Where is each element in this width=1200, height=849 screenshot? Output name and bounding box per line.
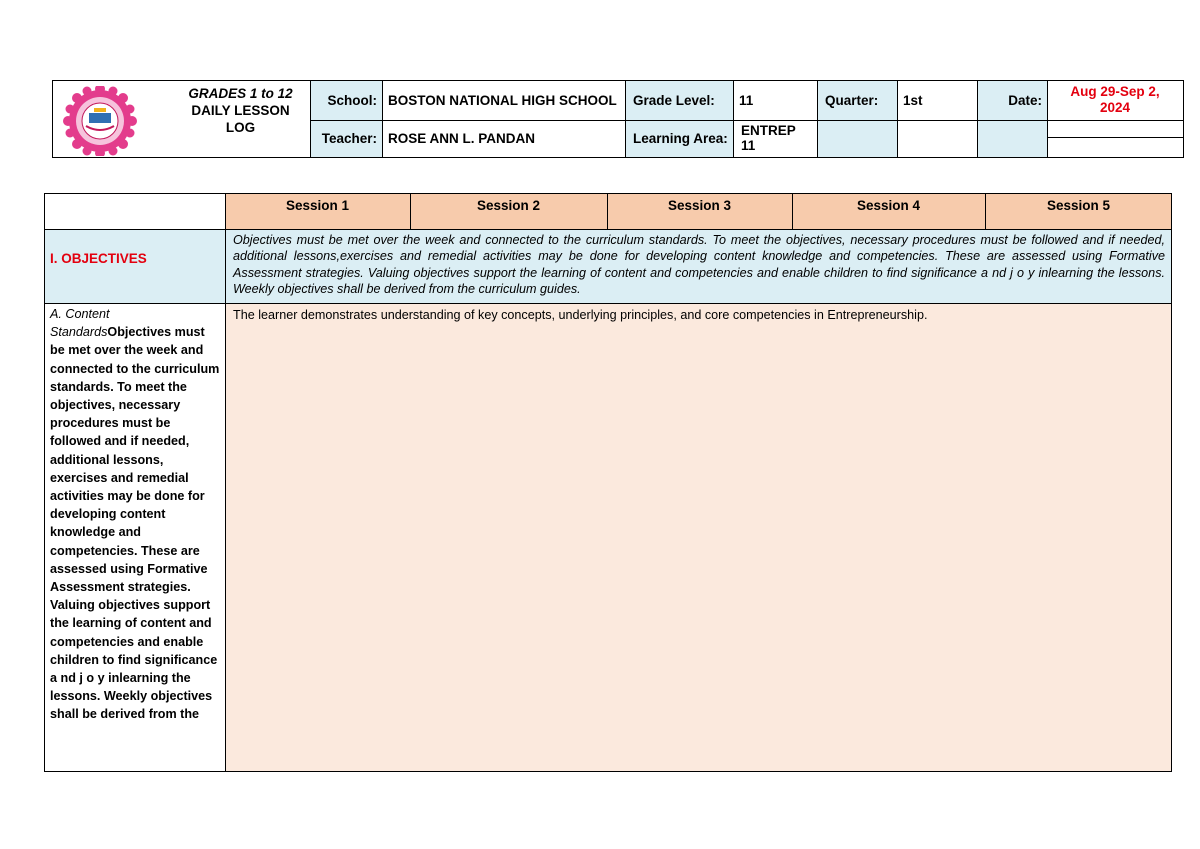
session-4-header: Session 4 — [792, 193, 985, 229]
teacher-value: ROSE ANN L. PANDAN — [388, 131, 536, 146]
learning-area-line1: ENTREP — [741, 123, 796, 138]
content-standards-title: A. Content Standards — [50, 307, 110, 340]
content-standards-description: Objectives must be met over the week and connected to the curriculum standards. To meet the objectives, necessary procedures must be followed and if needed, additional lessons, exercises and remedial activities may be done for developing content knowledge and competencies. These are assessed using Formative Assessment strategies. Valuing objectives support the learning of content and competencies and enable children to find significance a nd j o y inlearning the lessons. Weekly objectives shall be derived from the — [50, 325, 220, 722]
dll-title-line3: LOG — [225, 120, 256, 135]
grid-line — [44, 193, 1172, 194]
objectives-heading: I. OBJECTIVES — [44, 229, 225, 303]
grid-line — [607, 193, 608, 229]
school-value: BOSTON NATIONAL HIGH SCHOOL — [388, 93, 617, 108]
blank-cell — [897, 120, 977, 157]
grid-line — [44, 303, 1172, 304]
learning-area-line2: 11 — [741, 138, 756, 153]
grid-line — [977, 80, 978, 158]
grid-line — [897, 80, 898, 158]
session-1-header: Session 1 — [225, 193, 410, 229]
learning-area-value — [733, 120, 817, 157]
date-value — [1047, 81, 1183, 120]
grid-line — [310, 80, 311, 158]
session-3-header: Session 3 — [607, 193, 792, 229]
grid-line — [792, 193, 793, 229]
grid-line — [410, 193, 411, 229]
grid-line — [1047, 80, 1048, 158]
grid-line — [625, 80, 626, 158]
content-standards-body: The learner demonstrates understanding of key concepts, underlying principles, and core competencies in Entrepreneurship. — [225, 303, 1172, 771]
content-standards-label — [44, 303, 225, 771]
grid-line — [310, 120, 1183, 121]
grid-line — [1047, 137, 1183, 138]
school-seal-logo — [56, 86, 144, 156]
grade-level-label: Grade Level: — [625, 81, 733, 120]
date-value-line1: Aug 29-Sep 2, — [1070, 84, 1160, 99]
grid-line — [44, 229, 1172, 230]
blank-blue-cell-2 — [977, 120, 1047, 157]
grid-line — [817, 80, 818, 158]
date-value-line2: 2024 — [1099, 100, 1131, 115]
grid-line — [1171, 193, 1172, 771]
teacher-label: Teacher: — [310, 120, 382, 157]
session-2-header: Session 2 — [410, 193, 607, 229]
dll-title-line2: DAILY LESSON — [191, 103, 290, 118]
grade-level-value: 11 — [739, 93, 754, 108]
grid-line — [44, 771, 1172, 772]
date-label: Date: — [977, 81, 1047, 120]
quarter-label: Quarter: — [817, 81, 897, 120]
objectives-text: Objectives must be met over the week and connected to the curriculum standards. To meet the objectives, necessary procedures must be followed and if needed, additional lessons,exercises and remedial activities may be done for developing content knowledge and competencies. These are assessed using Formative Assessment strategies. Valuing objectives support the learning of content and competencies and enable children to find significance a nd j o y inlearning the lessons. Weekly objectives shall be derived from the curriculum guides. — [225, 229, 1172, 303]
learning-area-label: Learning Area: — [625, 120, 733, 157]
corner-cell — [44, 193, 225, 229]
grid-line — [733, 80, 734, 158]
dll-title-line1: GRADES 1 to 12 — [188, 86, 293, 101]
grid-line — [225, 193, 226, 771]
school-label: School: — [310, 81, 382, 120]
session-5-header: Session 5 — [985, 193, 1172, 229]
quarter-value: 1st — [903, 93, 923, 108]
grid-line — [985, 193, 986, 229]
grid-line — [44, 193, 45, 771]
grid-line — [382, 80, 383, 158]
blank-blue-cell-1 — [817, 120, 897, 157]
dll-title — [178, 85, 303, 136]
